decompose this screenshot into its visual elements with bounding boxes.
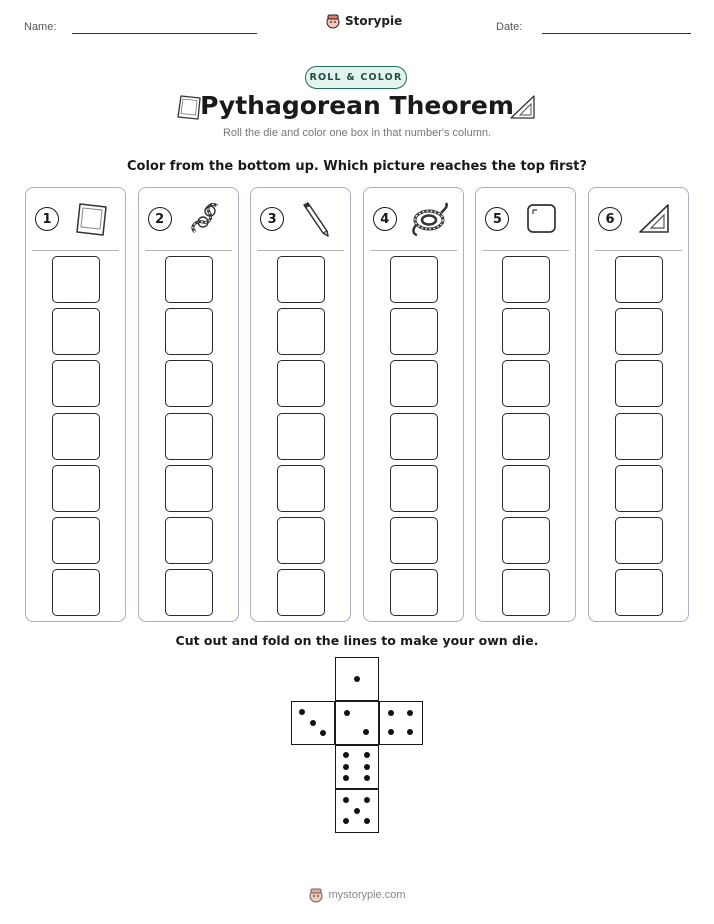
column-2	[138, 187, 239, 622]
color-box[interactable]	[390, 517, 438, 564]
die-pip	[388, 710, 394, 716]
die-instruction: Cut out and fold on the lines to make your own die.	[175, 633, 539, 648]
color-box[interactable]	[277, 517, 325, 564]
instruction: Color from the bottom up. Which picture reaches the top first?	[127, 159, 587, 174]
color-box[interactable]	[502, 360, 550, 407]
die-pip	[343, 797, 349, 803]
die-face-2	[335, 701, 379, 745]
column-number: 4	[373, 207, 397, 231]
die-pip	[364, 764, 370, 770]
color-box[interactable]	[52, 569, 100, 616]
color-box[interactable]	[52, 465, 100, 512]
column-divider	[370, 250, 457, 251]
rope-icon	[183, 198, 225, 240]
die-pip	[354, 808, 360, 814]
color-box[interactable]	[390, 256, 438, 303]
brand-logo	[325, 13, 402, 29]
die-pip	[343, 764, 349, 770]
color-box[interactable]	[52, 256, 100, 303]
column-number: 2	[148, 207, 172, 231]
die-pip	[363, 729, 369, 735]
column-divider	[32, 250, 119, 251]
color-box[interactable]	[165, 465, 213, 512]
die-pip	[299, 709, 305, 715]
die-face-3	[291, 701, 335, 745]
set-square-icon	[507, 93, 539, 123]
color-box[interactable]	[165, 413, 213, 460]
square-icon	[520, 198, 562, 240]
name-label: Name:	[24, 21, 57, 33]
color-box[interactable]	[165, 569, 213, 616]
color-box[interactable]	[277, 256, 325, 303]
color-box[interactable]	[390, 413, 438, 460]
subtitle: Roll the die and color one box in that number's column.	[222, 127, 492, 139]
column-number: 5	[485, 207, 509, 231]
column-number: 1	[35, 207, 59, 231]
column-divider	[257, 250, 344, 251]
color-box[interactable]	[502, 569, 550, 616]
color-box[interactable]	[502, 413, 550, 460]
column-divider	[482, 250, 569, 251]
die-face-6	[335, 745, 379, 789]
name-line[interactable]	[72, 33, 257, 34]
die-face-1	[335, 657, 379, 701]
column-divider	[145, 250, 232, 251]
pencil-icon	[295, 198, 337, 240]
die-pip	[407, 710, 413, 716]
page-title: Pythagorean Theorem	[200, 91, 514, 120]
color-box[interactable]	[502, 308, 550, 355]
die-pip	[344, 710, 350, 716]
eraser-icon	[70, 198, 112, 240]
die-pip	[364, 775, 370, 781]
color-box[interactable]	[52, 413, 100, 460]
die-pip	[343, 775, 349, 781]
color-box[interactable]	[165, 256, 213, 303]
die-pip	[364, 818, 370, 824]
color-box[interactable]	[502, 465, 550, 512]
color-box[interactable]	[165, 517, 213, 564]
color-box[interactable]	[502, 517, 550, 564]
color-box[interactable]	[390, 465, 438, 512]
column-5	[475, 187, 576, 622]
die-pip	[364, 797, 370, 803]
color-box[interactable]	[52, 360, 100, 407]
die-pip	[310, 720, 316, 726]
color-box[interactable]	[277, 308, 325, 355]
column-6	[588, 187, 689, 622]
footer	[0, 887, 714, 903]
color-box[interactable]	[390, 308, 438, 355]
column-1	[25, 187, 126, 622]
color-box[interactable]	[52, 308, 100, 355]
color-box[interactable]	[165, 360, 213, 407]
die-pip	[388, 729, 394, 735]
storypie-mascot-icon	[325, 13, 341, 29]
brand-name: Storypie	[345, 14, 403, 28]
roll-color-badge: ROLL & COLOR	[305, 66, 407, 89]
color-box[interactable]	[277, 360, 325, 407]
color-box[interactable]	[615, 413, 663, 460]
column-divider	[595, 250, 682, 251]
date-line[interactable]	[542, 33, 691, 34]
color-box[interactable]	[390, 360, 438, 407]
color-box[interactable]	[615, 360, 663, 407]
footer-url[interactable]: mystorypie.com	[328, 889, 406, 901]
color-box[interactable]	[615, 308, 663, 355]
column-number: 6	[598, 207, 622, 231]
color-box[interactable]	[52, 517, 100, 564]
column-4	[363, 187, 464, 622]
die-pip	[364, 752, 370, 758]
color-box[interactable]	[502, 256, 550, 303]
set-square-icon	[633, 198, 675, 240]
die-pip	[343, 752, 349, 758]
color-box[interactable]	[277, 413, 325, 460]
column-number: 3	[260, 207, 284, 231]
color-box[interactable]	[277, 465, 325, 512]
die-pip	[354, 676, 360, 682]
die-pip	[320, 730, 326, 736]
die-face-5	[335, 789, 379, 833]
color-box[interactable]	[165, 308, 213, 355]
die-pip	[343, 818, 349, 824]
color-box[interactable]	[615, 465, 663, 512]
date-label: Date:	[496, 21, 523, 33]
color-box[interactable]	[615, 569, 663, 616]
rope-coil-icon	[408, 198, 450, 240]
die-pip	[407, 729, 413, 735]
column-3	[250, 187, 351, 622]
color-box[interactable]	[277, 569, 325, 616]
color-box[interactable]	[390, 569, 438, 616]
storypie-mascot-icon	[308, 887, 324, 903]
die-face-4	[379, 701, 423, 745]
color-box[interactable]	[615, 256, 663, 303]
color-box[interactable]	[615, 517, 663, 564]
